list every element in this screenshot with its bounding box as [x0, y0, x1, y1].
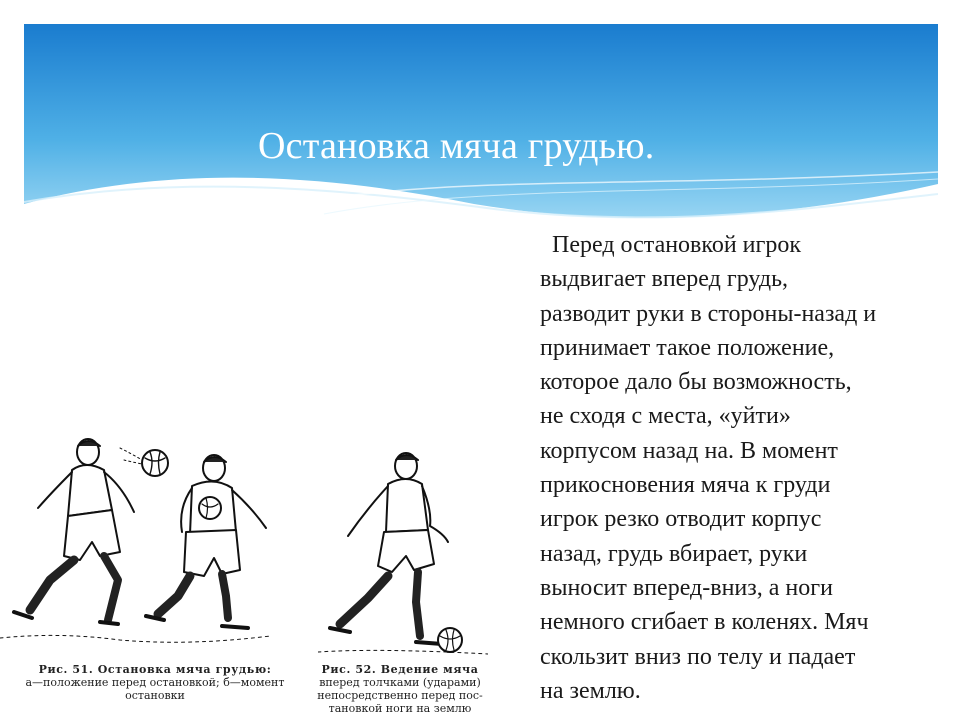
body-line: прикосновения мяча к груди	[540, 472, 831, 499]
body-line: принимает такое положение,	[540, 334, 835, 361]
caption-line: тановкой ноги на землю	[328, 702, 472, 715]
body-line: которое дало бы возможность,	[540, 369, 852, 396]
caption-line: непосредственно перед пос-	[317, 689, 483, 702]
body-line: не сходя с места, «уйти»	[540, 403, 791, 430]
caption-line: остановки	[125, 689, 185, 702]
caption-line: а—положение перед остановкой; б—момент	[25, 676, 285, 689]
figure-dribbling-illustration	[318, 452, 488, 657]
body-line: выносит вперед-вниз, а ноги	[540, 574, 833, 601]
body-line: назад, грудь вбирает, руки	[540, 540, 808, 567]
body-line: Перед остановкой игрок	[540, 232, 802, 258]
slide-title: Остановка мяча грудью.	[258, 125, 655, 167]
body-line: выдвигает вперед грудь,	[540, 266, 789, 293]
figure-chest-stop-illustration	[0, 430, 290, 650]
caption-title: Рис. 52. Ведение мяча	[321, 663, 479, 676]
body-line: на землю.	[540, 677, 641, 704]
caption-line: вперед толчками (ударами)	[319, 676, 481, 689]
figure-51-caption	[20, 663, 290, 702]
body-line: скользит вниз по телу и падает	[540, 643, 856, 670]
caption-title: Рис. 51. Остановка мяча грудью:	[38, 663, 272, 676]
body-line: игрок резко отводит корпус	[540, 506, 822, 533]
body-text	[540, 228, 950, 708]
figure-52-caption	[300, 663, 500, 715]
body-line: разводит руки в стороны-назад и	[540, 300, 877, 327]
body-line: немного сгибает в коленях. Мяч	[540, 609, 869, 636]
body-line: корпусом назад на. В момент	[540, 437, 838, 464]
